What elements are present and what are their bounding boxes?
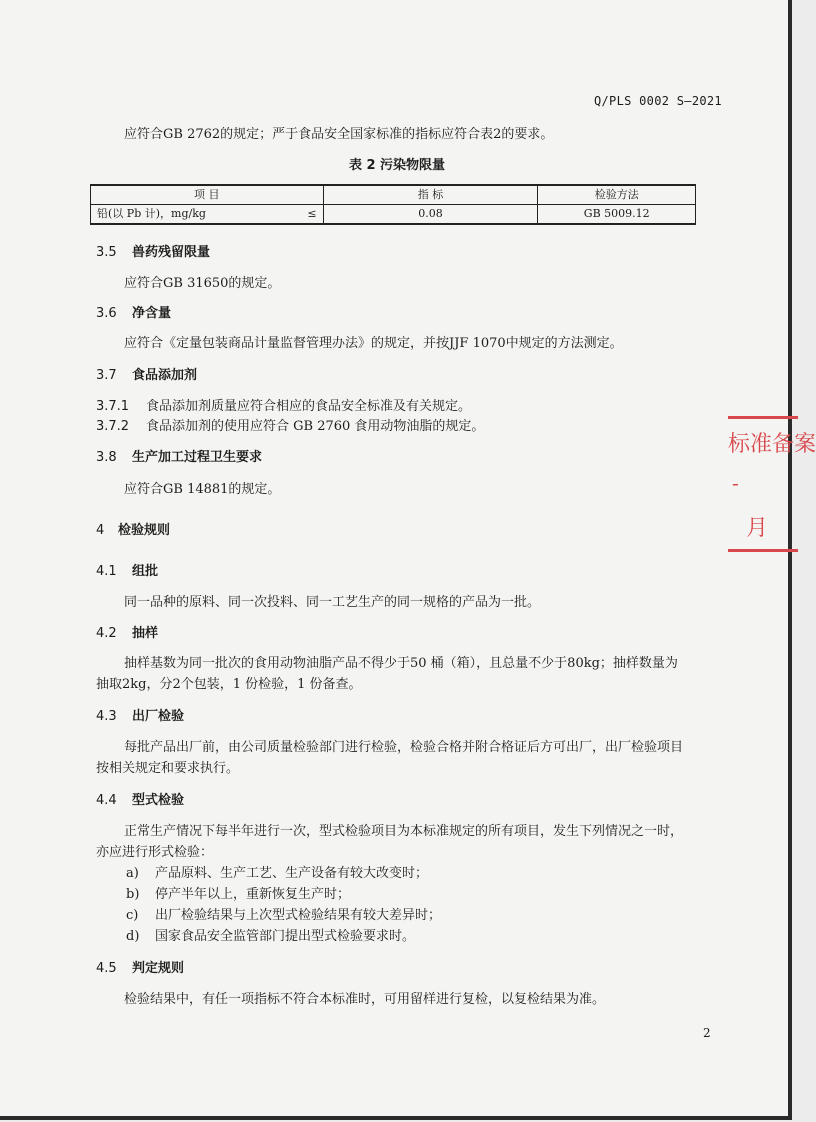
section-4-2-title: 抽样: [132, 626, 159, 641]
section-3-7-2-text: 食品添加剂的使用应符合 GB 2760 食用动物油脂的规定。: [146, 419, 485, 434]
section-4-3-title: 出厂检验: [132, 709, 185, 724]
section-3-8-number: 3.8: [96, 450, 117, 465]
section-3-7-1-text: 食品添加剂质量应符合相应的食品安全标准及有关规定。: [146, 399, 472, 414]
section-3-6-number: 3.6: [96, 306, 117, 321]
section-4-5-title: 判定规则: [132, 961, 185, 976]
list-item-a-text: 产品原料、生产工艺、生产设备有较大改变时；: [155, 866, 429, 881]
list-item-a-mark: a): [126, 866, 139, 881]
section-3-8-body: 应符合GB 14881的规定。: [124, 482, 281, 497]
section-3-7-2-number: 3.7.2: [96, 419, 130, 434]
section-4-4-body-line2: 亦应进行形式检验：: [96, 845, 214, 860]
section-4-5-number: 4.5: [96, 961, 117, 976]
section-3-5-body: 应符合GB 31650的规定。: [124, 276, 281, 291]
section-4-3-body-line2: 按相关规定和要求执行。: [96, 761, 240, 776]
section-4-1-number: 4.1: [96, 564, 117, 579]
intro-paragraph: 应符合GB 2762的规定；严于食品安全国家标准的指标应符合表2的要求。: [124, 127, 554, 142]
table-row: [91, 205, 696, 225]
section-3-6-body: 应符合《定量包装商品计量监督管理办法》的规定，并按JJF 1070中规定的方法测定。: [124, 336, 623, 351]
stamp-line-2: -: [732, 471, 739, 495]
registration-stamp: [728, 416, 816, 552]
header-test-method: 检验方法: [538, 185, 696, 205]
section-3-5-title: 兽药残留限量: [132, 245, 211, 260]
section-3-6-title: 净含量: [132, 306, 172, 321]
table-2-title: 表 2 污染物限量: [348, 158, 446, 173]
list-item-c-mark: c): [126, 908, 139, 923]
row-value: 0.08: [323, 205, 538, 225]
section-4-5-body: 检验结果中，有任一项指标不符合本标准时，可用留样进行复检，以复检结果为准。: [124, 992, 606, 1007]
section-4-1-body: 同一品种的原料、同一次投料、同一工艺生产的同一规格的产品为一批。: [124, 595, 541, 610]
row-method: GB 5009.12: [538, 205, 696, 225]
header-indicator: 指 标: [323, 185, 538, 205]
section-4-4-title: 型式检验: [132, 793, 185, 808]
section-3-7-number: 3.7: [96, 368, 117, 383]
list-item-c-text: 出厂检验结果与上次型式检验结果有较大差异时；: [155, 908, 442, 923]
section-4-3-number: 4.3: [96, 709, 117, 724]
chapter-4-number: 4: [96, 523, 105, 538]
table-header-row: [91, 185, 696, 205]
section-3-7-title: 食品添加剂: [132, 368, 198, 383]
chapter-4-title: 检验规则: [118, 523, 171, 538]
header-item: 项 目: [91, 185, 324, 205]
section-4-2-number: 4.2: [96, 626, 117, 641]
section-4-2-body-line1: 抽样基数为同一批次的食用动物油脂产品不得少于50 桶（箱），且总量不少于80kg；抽样数量为: [124, 656, 678, 671]
section-4-2-body-line2: 抽取2kg，分2个包装，1 份检验，1 份备查。: [96, 677, 362, 692]
section-4-4-number: 4.4: [96, 793, 117, 808]
list-item-b-mark: b): [126, 887, 140, 902]
list-item-b-text: 停产半年以上，重新恢复生产时；: [155, 887, 351, 902]
section-4-1-title: 组批: [132, 564, 159, 579]
document-code: Q/PLS 0002 S—2021: [594, 94, 722, 108]
page-number: 2: [703, 1026, 711, 1040]
stamp-line-1: 标准备案: [728, 432, 816, 457]
section-4-4-body-line1: 正常生产情况下每半年进行一次，型式检验项目为本标准规定的所有项目，发生下列情况之一时，: [124, 824, 684, 839]
row-symbol: ≤: [307, 207, 317, 220]
section-3-7-1-number: 3.7.1: [96, 399, 130, 414]
list-item-d-mark: d): [126, 929, 140, 944]
row-item-cell: [91, 205, 324, 225]
section-3-8-title: 生产加工过程卫生要求: [132, 450, 263, 465]
stamp-line-3: 月: [746, 516, 769, 541]
section-4-3-body-line1: 每批产品出厂前，由公司质量检验部门进行检验，检验合格并附合格证后方可出厂，出厂检验项目: [124, 740, 684, 755]
row-item: 铅(以 Pb 计)，mg/kg: [97, 207, 206, 220]
section-3-5-number: 3.5: [96, 245, 117, 260]
list-item-d-text: 国家食品安全监管部门提出型式检验要求时。: [155, 929, 416, 944]
contaminant-limit-table: [90, 184, 696, 225]
